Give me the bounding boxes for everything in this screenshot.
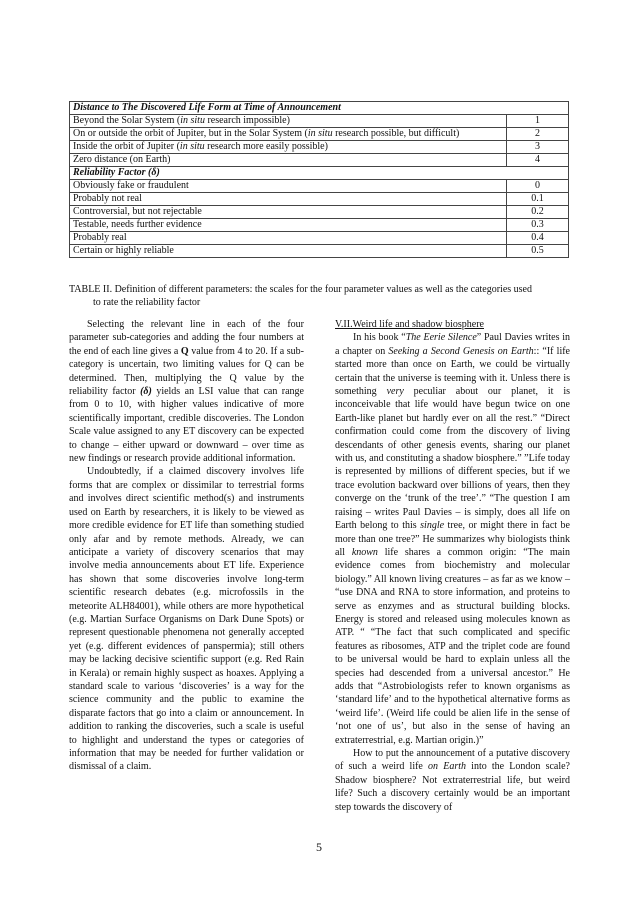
table-section-heading: Reliability Factor (δ): [70, 167, 569, 180]
row-value: 0.3: [507, 219, 569, 232]
row-value: 0.4: [507, 232, 569, 245]
row-value: 2: [507, 128, 569, 141]
row-value: 0: [507, 180, 569, 193]
parameters-table: [69, 101, 569, 258]
paragraph: Selecting the relevant line in each of the four parameter sub-categories and adding the four numbers at the end of each line gives a Q value from 4 to 20. If a sub-category is uncertain, two limiting values for Q can be determined. Then, multiplying the Q value by the reliability factor (δ) yields an LSI value that can range from 0 to 10, with higher values indicative of more scientifically important, credible discoveries. The London Scale value assigned to any ET discovery can be expected to change – either upward or downward – over time as new findings or research provide additional information.: [69, 319, 304, 465]
table-row: [70, 154, 569, 167]
paragraph: In his book “The Eerie Silence” Paul Davies writes in a chapter on Seeking a Second Genesis on Earth:: “If life started more than once on Earth, we could be virtually certain that the universe is teeming with it. Unless there is something very peculiar about our planet, it is inconceivable that life would have begun twice on one Earth-like planet but hardly ever on all the rest.” “Direct confirmation could come from the discovery of living descendants of other genesis events, sharing our planet with us, and constituting a shadow biosphere.” ”Life today is represented by millions of different species, but if we trace evolution backward over billions of years, then they converge on the ‘trunk of the tree’.” “The question I am raising – writes Paul Davies – is simply, does all life on Earth belong to this single tree, or might there in fact be more than one tree?” He summarizes why biologists think all known life shares a common origin: “The main evidence comes from biochemistry and molecular biology.” All known living creatures – as far as we know – “use DNA and RNA to store information, and proteins to serve as enzymes and as structural building blocks. Energy is stored and released using molecules known as ATP. “ “The fact that such complicated and specific features as ribosomes, ATP and the triplet code are found to be universal would be hard to explain unless all the species had descended from a universal ancestor.” He adds that “Astrobiologists refer to known organisms as ‘standard life’ and to the hypothetical alternative forms as ‘weird life’. (Weird life could be alien life in the sense of ‘not one of us’, but also in the sense of having an extraterrestrial, e.g. Martian origin.)”: [335, 332, 570, 746]
section-heading: V.II.Weird life and shadow biosphere: [335, 319, 484, 330]
row-label: Certain or highly reliable: [70, 245, 507, 258]
table-row: [70, 193, 569, 206]
table-caption: TABLE II. Definition of different parameters: the scales for the four parameter values as well as the categories used to rate the reliability factor: [69, 284, 532, 308]
table-row: [70, 206, 569, 219]
row-value: 4: [507, 154, 569, 167]
row-label: Beyond the Solar System (in situ research impossible): [70, 115, 507, 128]
row-label: On or outside the orbit of Jupiter, but in the Solar System (in situ research possible, but difficult): [70, 128, 507, 141]
table-row: [70, 232, 569, 245]
paragraph: Undoubtedly, if a claimed discovery involves life forms that are complex or dissimilar to terrestrial forms and involves direct scientific method(s) and instruments used on Earth by researchers, it is likely to be viewed as more credible evidence for ET life than something studied only afar and by remote methods. Already, we can anticipate a variety of discovery scenarios that may involve media announcements about ET life. Experience has shown that some discoveries involve long-term scientific research debates (e.g. microfossils in the meteorite ALH84001), while others are more hypothetical (e.g. Martian Surface Organisms on Dark Dune Spots) or represent questionable phenomena not generally accepted yet (e.g. different evidences of panspermia); still others may be lacking decisive scientific support (e.g. Red Rain in Kerala) or remain highly suspect as hoaxes. Applying a standard scale to various ‘discoveries’ is a way for the science community and the public to examine the disparate factors that go into a claim or announcement. In addition to ranking the discoveries, such a scale is useful to highlight and understand the types or categories of information that may be needed for further validation or dismissal of a claim.: [69, 466, 304, 773]
left-column: [69, 318, 304, 774]
right-column: [335, 318, 570, 814]
row-value: 0.2: [507, 206, 569, 219]
row-value: 0.1: [507, 193, 569, 206]
row-label: Obviously fake or fraudulent: [70, 180, 507, 193]
table-row: [70, 180, 569, 193]
row-value: 1: [507, 115, 569, 128]
table-row: [70, 141, 569, 154]
row-label: Inside the orbit of Jupiter (in situ research more easily possible): [70, 141, 507, 154]
row-label: Controversial, but not rejectable: [70, 206, 507, 219]
page-number: 5: [316, 840, 322, 854]
paragraph: How to put the announcement of a putative discovery of such a weird life on Earth into the London scale? Shadow biosphere? Not extraterrestrial life, but weird life? Such a discovery certainly would be an important step towards the discovery of: [335, 748, 570, 813]
table-row: [70, 245, 569, 258]
row-label: Probably real: [70, 232, 507, 245]
row-value: 0.5: [507, 245, 569, 258]
table-row: [70, 128, 569, 141]
table-section-heading: Distance to The Discovered Life Form at Time of Announcement: [70, 102, 569, 115]
row-label: Probably not real: [70, 193, 507, 206]
table-row: [70, 115, 569, 128]
table-row: [70, 219, 569, 232]
row-label: Testable, needs further evidence: [70, 219, 507, 232]
row-label: Zero distance (on Earth): [70, 154, 507, 167]
row-value: 3: [507, 141, 569, 154]
